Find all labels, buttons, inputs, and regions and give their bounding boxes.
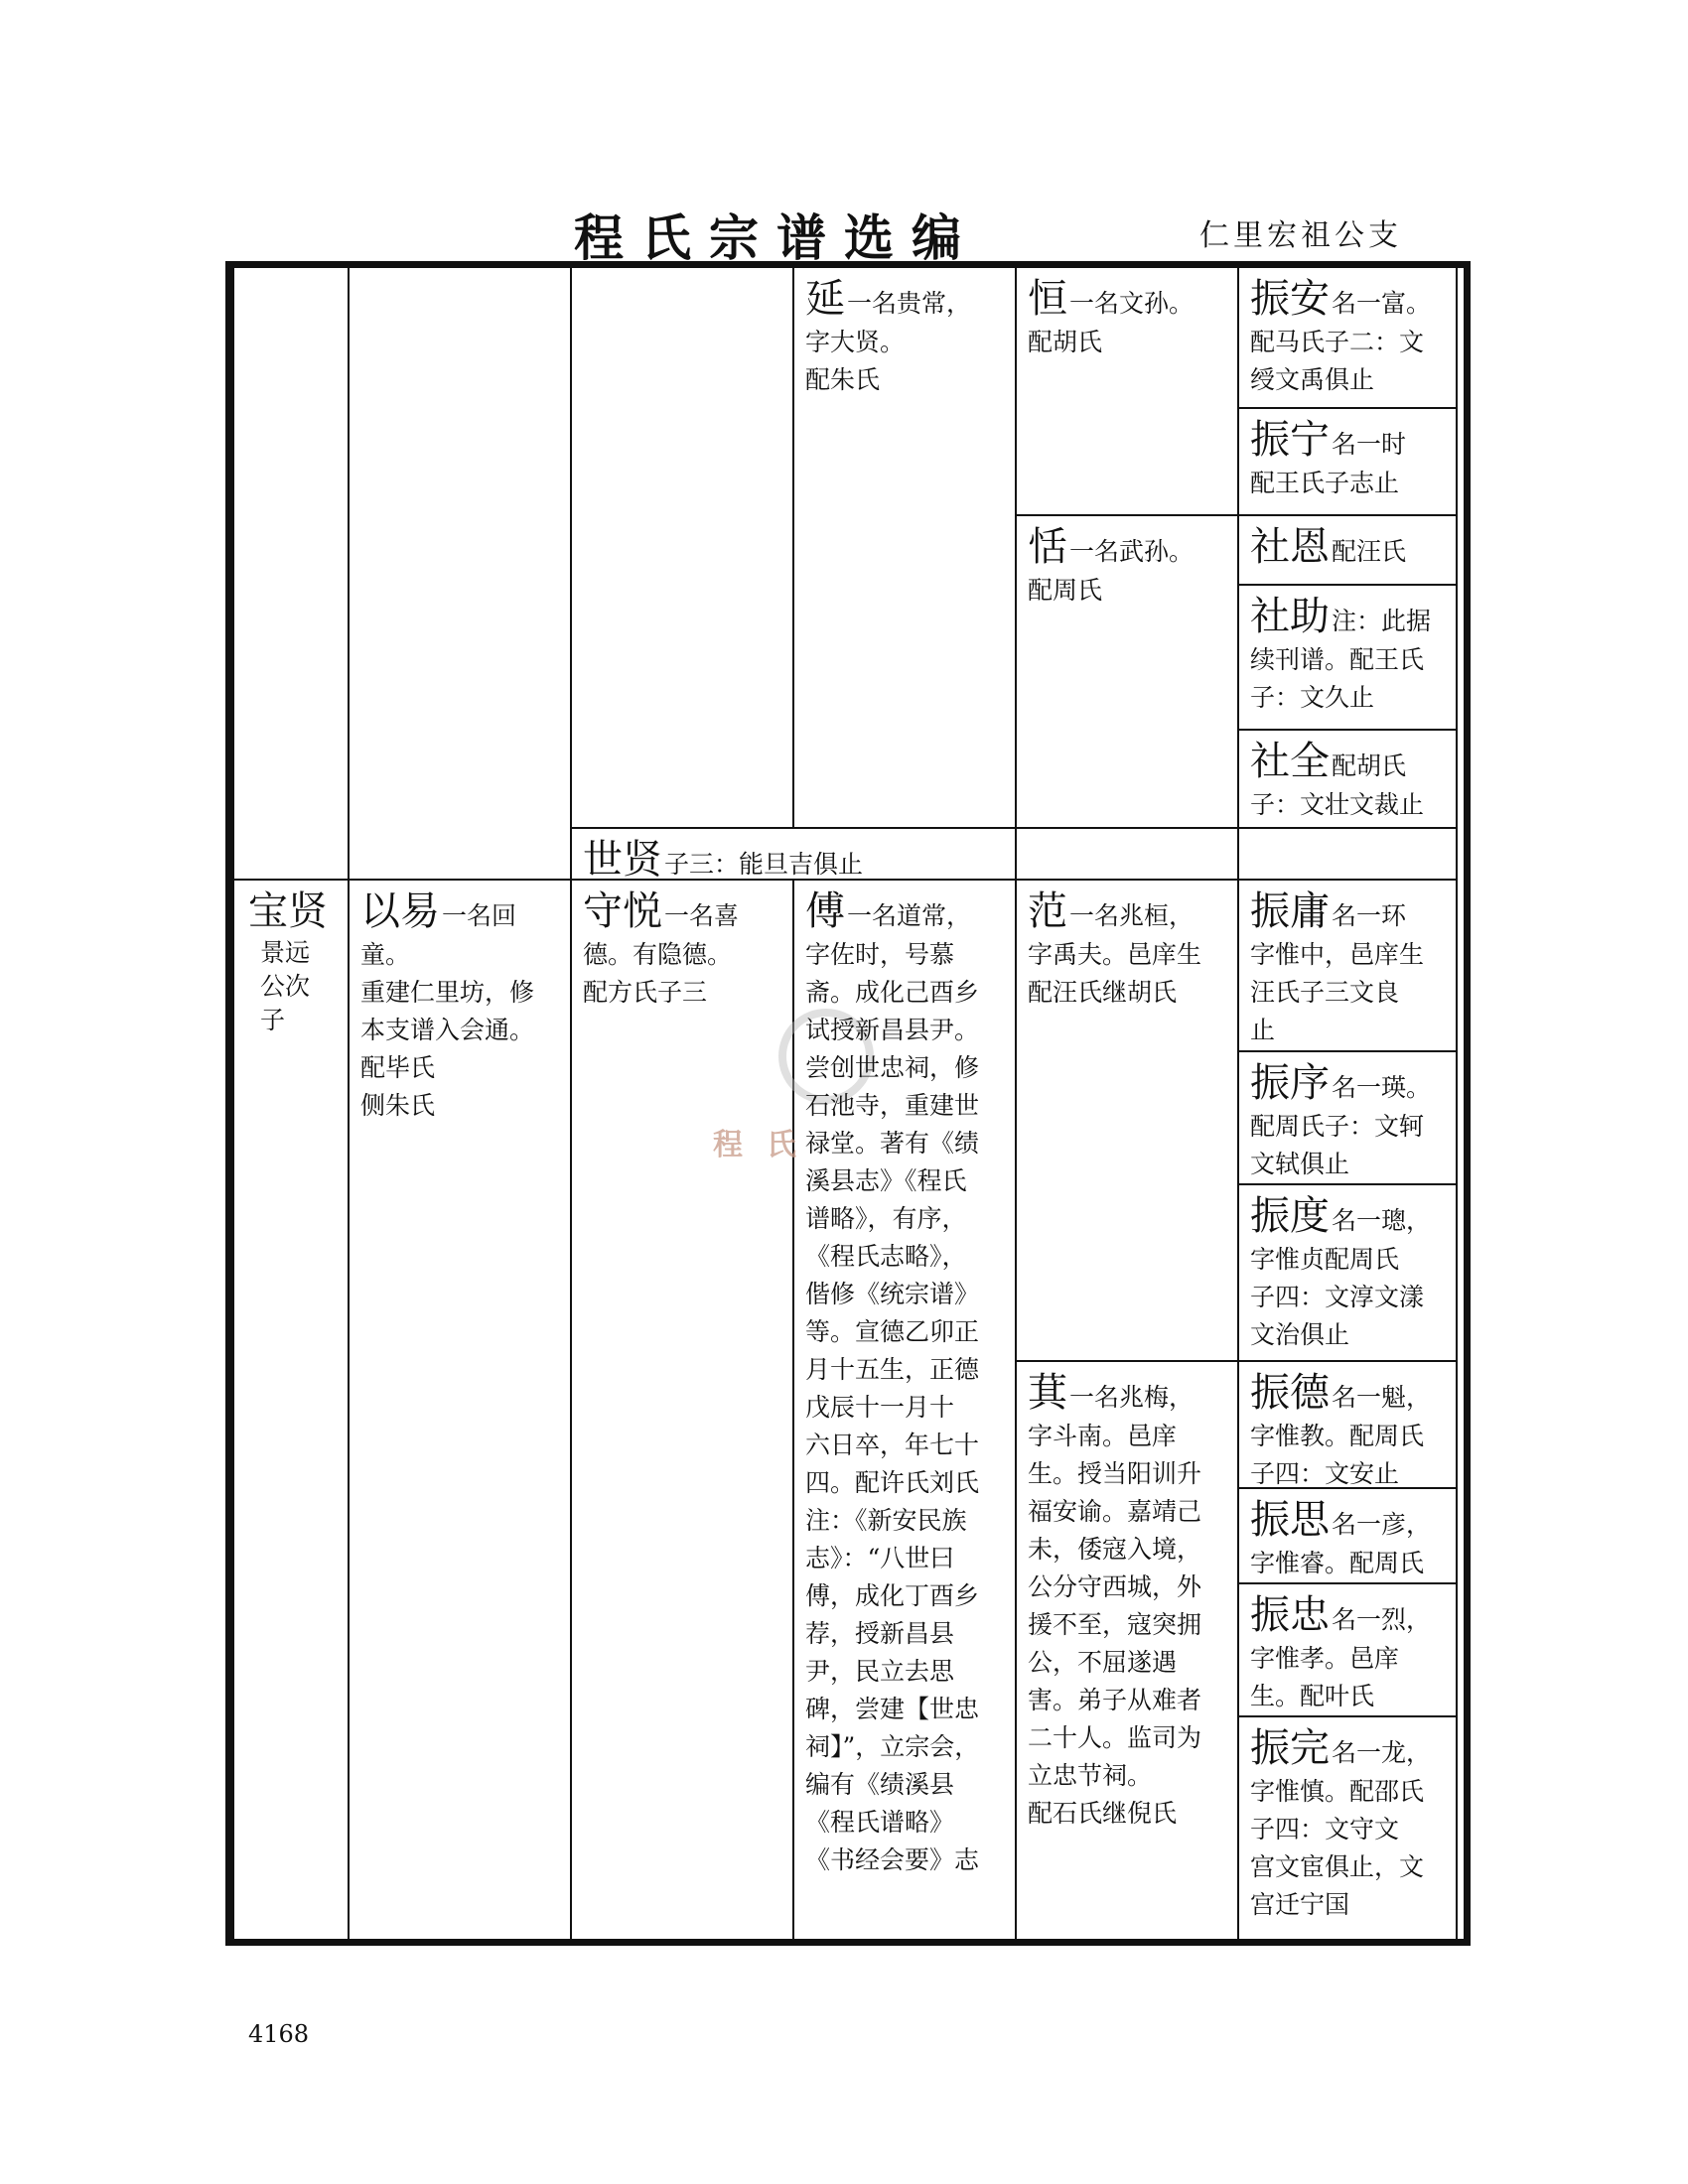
entry-zhenan: 振安名一富。 配马氏子二：文 绶文禹俱止	[1250, 276, 1432, 394]
entry-name: 振思	[1250, 1497, 1330, 1543]
entry-shixian: 世贤子三：能旦吉俱止	[583, 837, 864, 883]
entry-sheen: 社恩配汪氏	[1250, 524, 1407, 570]
entry-name: 振序	[1250, 1060, 1330, 1106]
entry-name: 延	[805, 276, 845, 322]
entry-name: 社恩	[1250, 524, 1330, 570]
page-number: 4168	[248, 2020, 310, 2048]
watermark-text: 程氏	[713, 1128, 820, 1162]
entry-name: 世贤	[583, 837, 662, 883]
entry-name: 振庸	[1250, 888, 1330, 934]
entry-zhende: 振德名一魁， 字惟教。配周氏 子四：文安止	[1250, 1370, 1432, 1488]
entry-zhenzhong: 振忠名一烈， 字惟孝。邑庠 生。配叶氏	[1250, 1592, 1432, 1710]
entry-ji: 萁一名兆梅， 字斗南。邑庠 生。授当阳训升 福安谕。嘉靖己 未，倭寇入境， 公分守西城，外 援不至，寇突拥 公，不屈遂遇 害。弟子从难者 二十人。监司为 立忠节祠。 配石氏继倪氏	[1028, 1370, 1202, 1828]
col-divider	[232, 268, 234, 1939]
entry-tian: 恬一名武孙。 配周氏	[1028, 524, 1195, 605]
entry-name: 社全	[1250, 739, 1330, 784]
entry-heng: 恒一名文孙。 配胡氏	[1028, 276, 1195, 356]
entry-name: 振德	[1250, 1370, 1330, 1416]
entry-shezhu: 社助注：此据 续刊谱。配王氏 子：文久止	[1250, 594, 1432, 712]
entry-zhenwan: 振完名一龙， 字惟慎。配邵氏 子四：文守文 宫文宦俱止，文 宫迁宁国	[1250, 1725, 1432, 1919]
entry-name: 振完	[1250, 1725, 1330, 1771]
entry-zhenning: 振宁名一时 配王氏子志止	[1250, 417, 1407, 497]
entry-shequan: 社全配胡氏 子：文壮文裁止	[1250, 739, 1425, 819]
entry-name: 萁	[1028, 1370, 1067, 1416]
entry-fu: 傅一名道常， 字佐时，号慕 斋。成化己酉乡 试授新昌县尹。 尝创世忠祠，修 石池寺，重建世 禄堂。著有《绩 溪县志》《程氏 谱略》，有序， 《程氏志略》， 偕修《统宗谱》 等。宣德乙卯正 月十五生，正德 戊辰十一月十 六日卒，年七十 四。配许氏刘氏 注：《新安民族 志》：“八世曰 傅，成化丁酉乡 荐，授新昌县 尹，民立去思 碑，尝建【世忠 祠】”，立宗会， 编有《绩溪县 《程氏谱略》 《书经会要》志	[805, 888, 980, 1874]
entry-yiyi: 以易一名回 童。 重建仁里坊，修 本支谱入会通。 配毕氏 侧朱氏	[360, 888, 535, 1120]
entry-name: 以易	[360, 888, 440, 934]
page-title: 程氏宗谱选编	[574, 208, 979, 267]
entry-name: 振安	[1250, 276, 1330, 322]
col-divider	[1456, 268, 1458, 1939]
entry-shouyue: 守悦一名喜 德。有隐德。 配方氏子三	[583, 888, 740, 1007]
entry-name: 振度	[1250, 1193, 1330, 1239]
entry-zhenyong: 振庸名一环 字惟中，邑庠生 汪氏子三文良 止	[1250, 888, 1425, 1044]
entry-fan: 范一名兆桓， 字禹夫。邑庠生 配汪氏继胡氏	[1028, 888, 1202, 1007]
entry-yan: 延一名贵常， 字大贤。 配朱氏	[805, 276, 972, 394]
entry-name: 振宁	[1250, 417, 1330, 463]
entry-name: 范	[1028, 888, 1067, 934]
entry-name: 恬	[1028, 524, 1067, 570]
entry-zhensi: 振思名一彦， 字惟睿。配周氏	[1250, 1497, 1432, 1577]
col-divider	[570, 268, 572, 1939]
entry-name: 宝贤	[248, 888, 328, 934]
entry-baoxian: 宝贤 景远 公次 子	[232, 881, 348, 1037]
entry-name: 振忠	[1250, 1592, 1330, 1638]
entry-zhenxu: 振序名一瑛。 配周氏子：文轲 文轼俱止	[1250, 1060, 1432, 1178]
entry-zhendu: 振度名一璁， 字惟贞配周氏 子四：文淳文漾 文治俱止	[1250, 1193, 1432, 1349]
entry-name: 社助	[1250, 594, 1330, 639]
entry-name: 守悦	[583, 888, 662, 934]
entry-name: 恒	[1028, 276, 1067, 322]
branch-subtitle: 仁里宏祖公支	[1199, 218, 1402, 253]
entry-name: 傅	[805, 888, 845, 934]
